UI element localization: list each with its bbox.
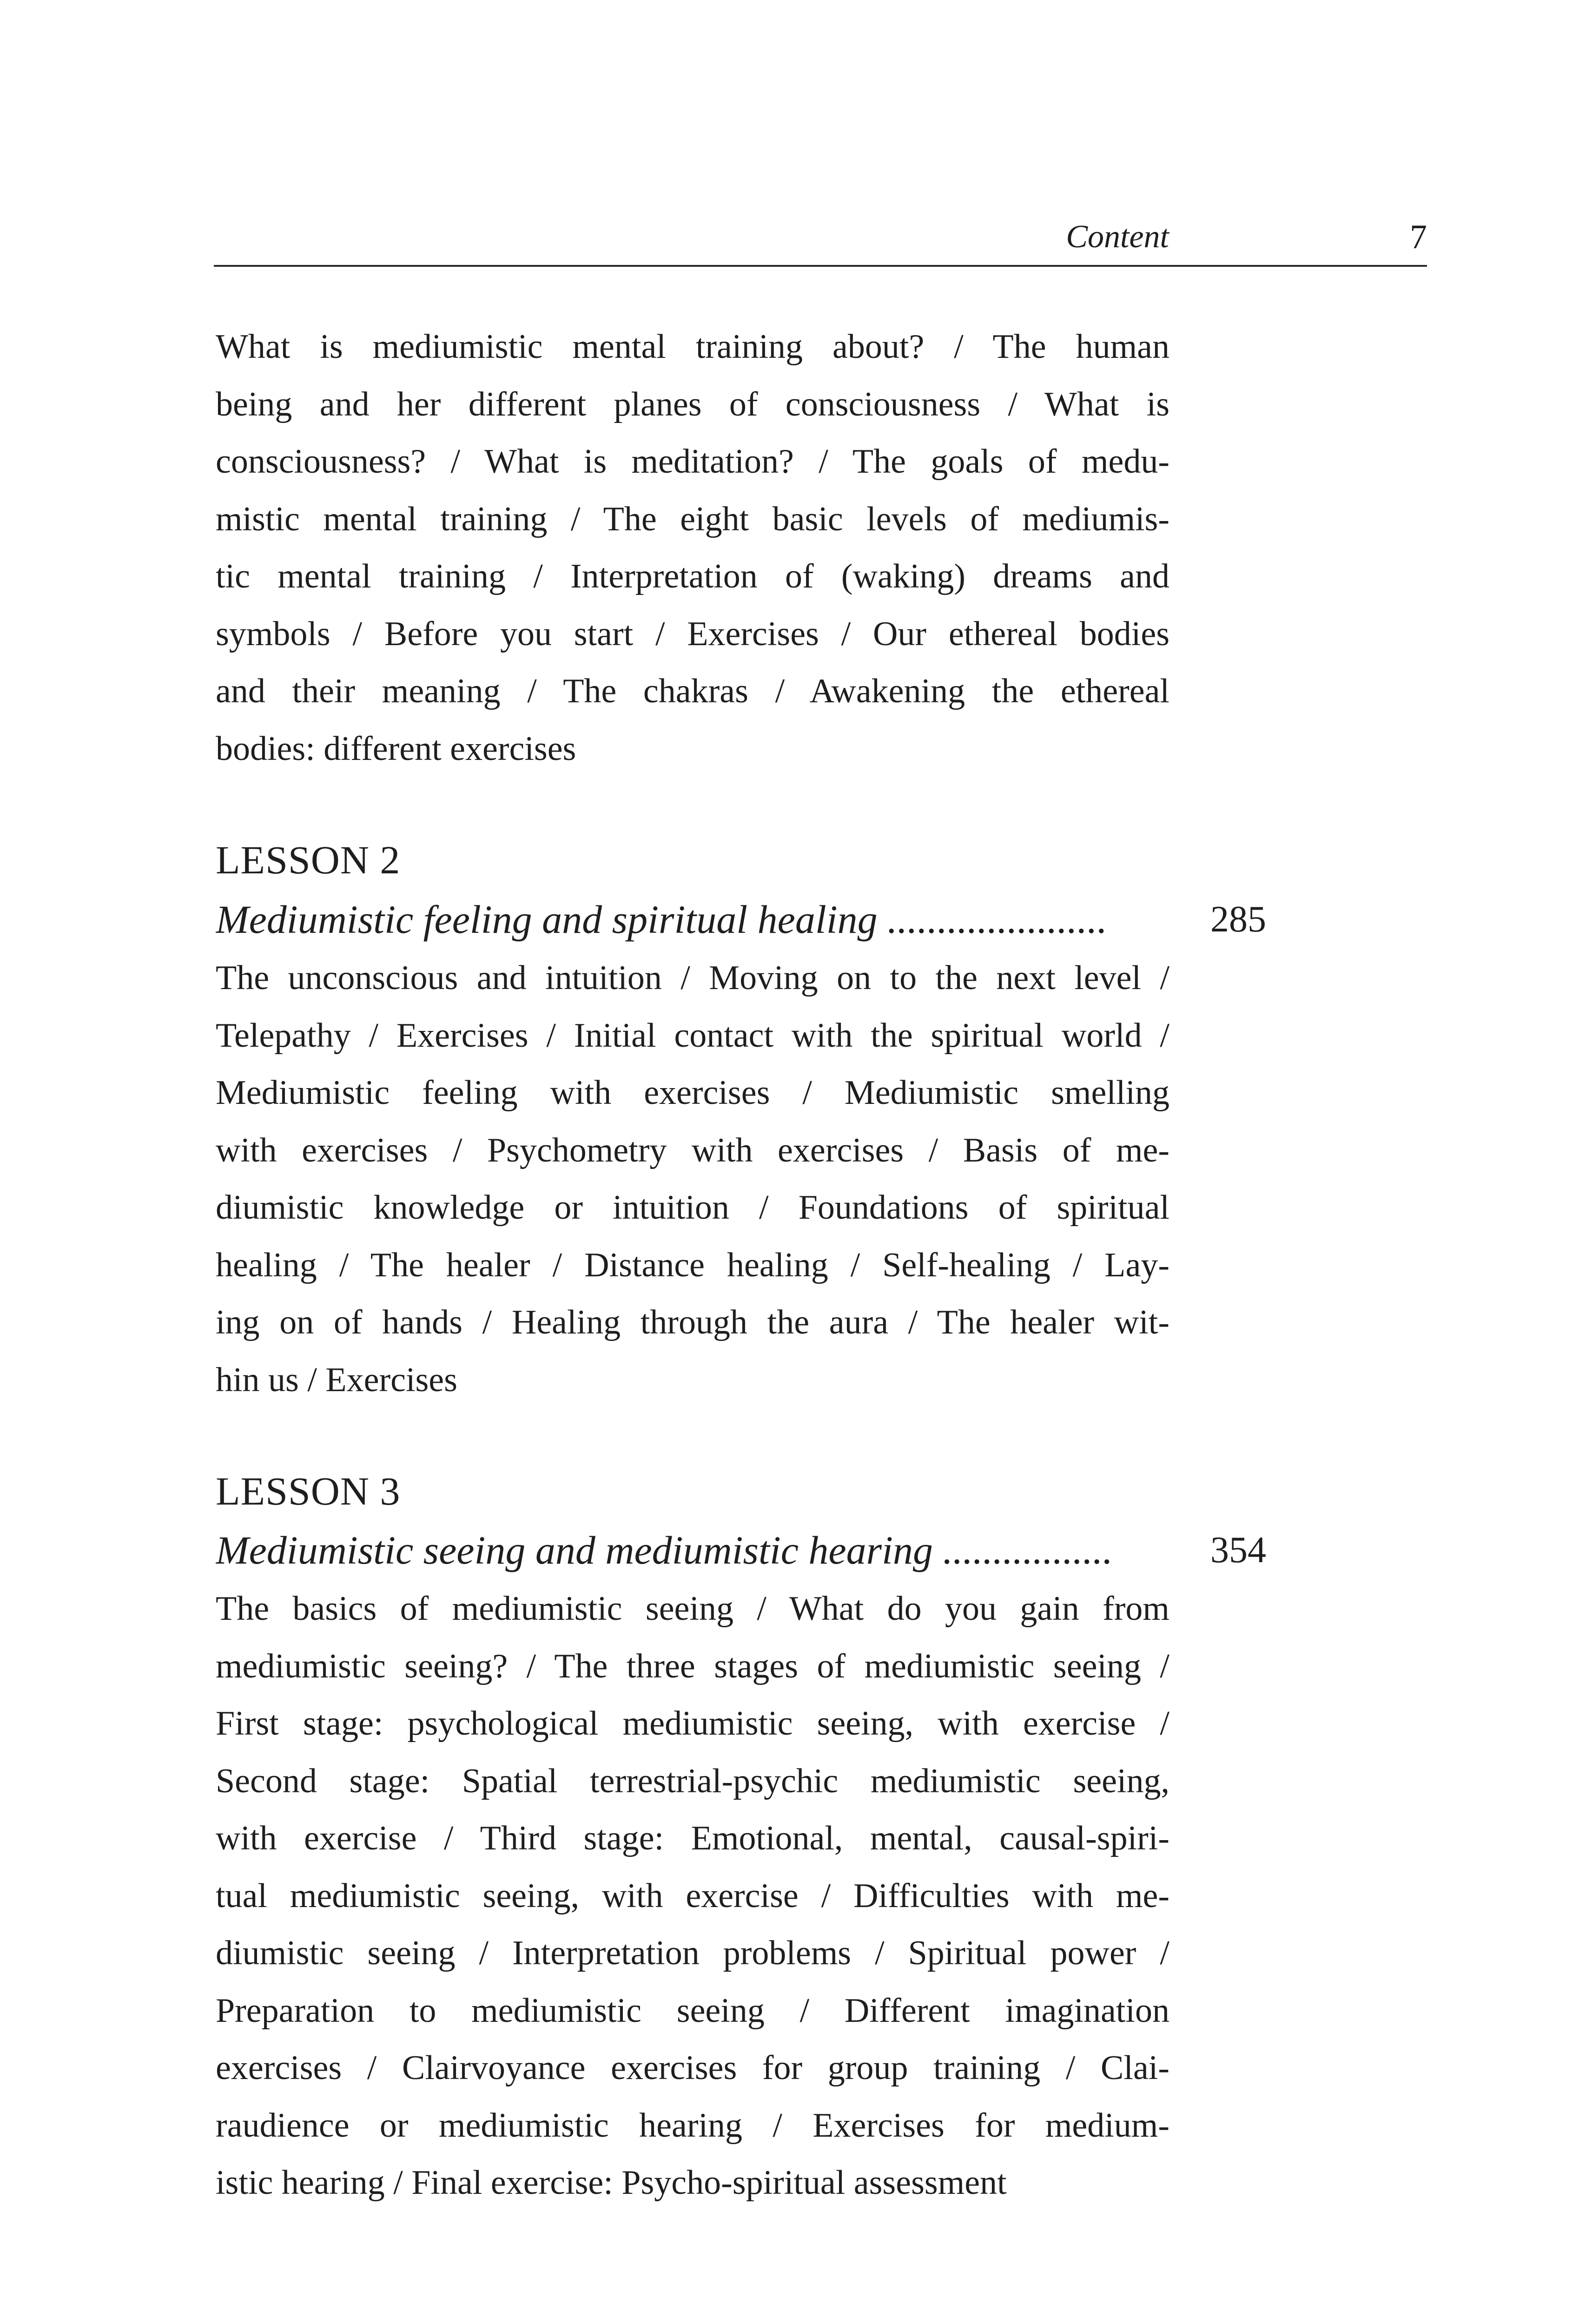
description-line: First stage: psychological mediumistic seeing, with exercise /: [216, 1704, 1169, 1743]
description-line: Preparation to mediumistic seeing / Different imagination: [216, 1991, 1169, 2030]
description-line: hin us / Exercises: [216, 1360, 457, 1399]
description-line: healing / The healer / Distance healing / Self-healing / Lay-: [216, 1246, 1169, 1284]
description-line: The unconscious and intuition / Moving on to the next level /: [216, 959, 1169, 997]
lesson-2-description: [216, 950, 1169, 1409]
lesson-2-heading: LESSON 2: [216, 838, 401, 882]
lesson-1-description: [216, 318, 1169, 778]
description-line: tual mediumistic seeing, with exercise / Difficulties with me-: [216, 1876, 1169, 1915]
description-line: ing on of hands / Healing through the aura / The healer wit-: [216, 1303, 1169, 1341]
lesson-3-heading: LESSON 3: [216, 1469, 401, 1513]
description-line: tic mental training / Interpretation of (waking) dreams and: [216, 557, 1169, 595]
lesson-3-toc-entry[interactable]: [216, 1520, 1285, 1580]
lesson-2-toc-entry[interactable]: [216, 889, 1285, 950]
lesson-2-title: Mediumistic feeling and spiritual healing ......................: [216, 897, 1108, 942]
description-line: consciousness? / What is meditation? / The goals of medu-: [216, 442, 1169, 481]
description-line: symbols / Before you start / Exercises / Our ethereal bodies: [216, 614, 1169, 653]
description-line: Mediumistic feeling with exercises / Mediumistic smelling: [216, 1074, 1169, 1112]
description-line: raudience or mediumistic hearing / Exercises for medium-: [216, 2106, 1169, 2145]
running-head: [214, 200, 1427, 267]
description-line: Telepathy / Exercises / Initial contact with the spiritual world /: [216, 1016, 1169, 1055]
description-line: and their meaning / The chakras / Awakening the ethereal: [216, 672, 1169, 710]
description-line: mediumistic seeing? / The three stages of mediumistic seeing /: [216, 1647, 1169, 1685]
description-line: mistic mental training / The eight basic levels of mediumis-: [216, 500, 1169, 538]
description-line: with exercise / Third stage: Emotional, mental, causal-spiri-: [216, 1819, 1169, 1857]
description-line: The basics of mediumistic seeing / What do you gain from: [216, 1590, 1169, 1628]
page-number: 7: [1410, 218, 1427, 256]
description-line: istic hearing / Final exercise: Psycho-spiritual assessment: [216, 2164, 1007, 2202]
description-line: bodies: different exercises: [216, 729, 576, 768]
lesson-3-page-number: 354: [1210, 1530, 1266, 1571]
description-line: diumistic knowledge or intuition / Foundations of spiritual: [216, 1188, 1169, 1227]
description-line: What is mediumistic mental training about? / The human: [216, 328, 1169, 366]
description-line: exercises / Clairvoyance exercises for group training / Clai-: [216, 2049, 1169, 2087]
description-line: diumistic seeing / Interpretation problems / Spiritual power /: [216, 1934, 1169, 1972]
description-line: being and her different planes of consciousness / What is: [216, 385, 1169, 423]
description-line: Second stage: Spatial terrestrial-psychic mediumistic seeing,: [216, 1762, 1169, 1800]
running-head-title: Content: [1066, 219, 1169, 255]
lesson-2-page-number: 285: [1210, 899, 1266, 940]
description-line: with exercises / Psychometry with exercises / Basis of me-: [216, 1131, 1169, 1169]
lesson-3-title: Mediumistic seeing and mediumistic hearing .................: [216, 1528, 1113, 1572]
lesson-3-description: [216, 1580, 1169, 2212]
